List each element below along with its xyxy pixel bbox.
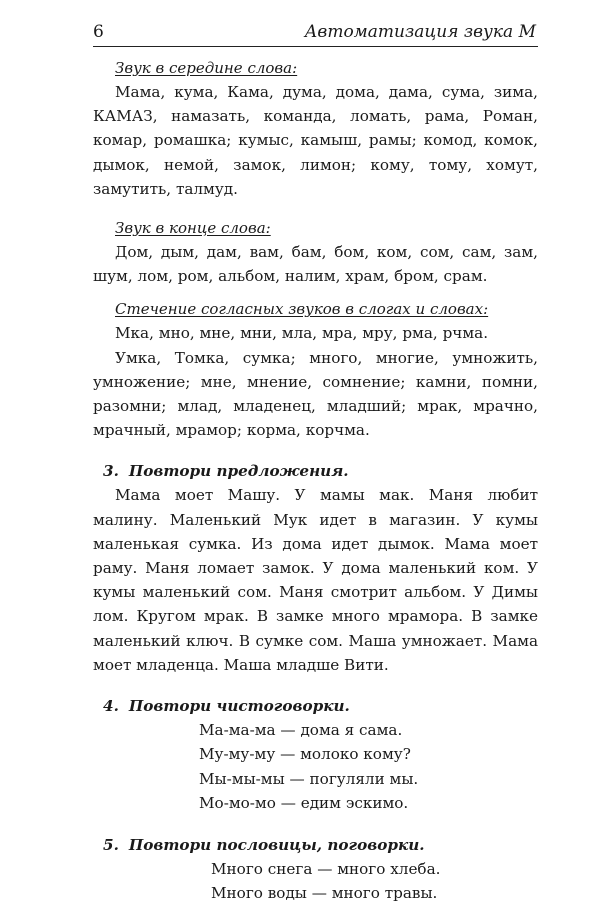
tongue-twister-line: Мы-мы-мы — погуляли мы.	[199, 769, 419, 788]
proverb-line: Много снега — много хлеба.	[211, 859, 441, 878]
section-5-title: Повтори пословицы, поговорки.	[128, 835, 425, 854]
end-section	[93, 216, 538, 288]
end-words: Дом, дым, дам, вам, бам, бом, ком, сом, сам, зам, шум, лом, ром, альбом, налим, храм, бром, срам.	[93, 243, 538, 286]
tongue-twister-line: Мо-мо-мо — едим эскимо.	[199, 794, 409, 813]
clusters-words: Умка, Томка, сумка; много, многие, умножить, умножение; мне, мнение, сомнение; камни, помни, разомни; млад, младенец, младший; мрак, мрачно, мрачный, мрамор; корма, корчма.	[93, 348, 538, 440]
running-header	[93, 20, 538, 47]
middle-section	[93, 56, 538, 201]
section-5-number: 5.	[103, 835, 119, 854]
tongue-twister-line: Му-му-му — молоко кому?	[199, 745, 411, 764]
proverb-line: Много воды — много травы.	[211, 884, 438, 903]
section-4-heading	[93, 694, 538, 718]
section-3-text: Мама моет Машу. У мамы мак. Маня любит малину. Маленький Мук идет в магазин. У кумы маленькая сумка. Из дома идет дымок. Мама моет раму. Маня ломает замок. У дома маленький ком. У кумы маленький сом. Маня смотрит альбом. У Димы лом. Кругом мрак. В замке много мрамора. В замке маленький ключ. В сумке сом. Маша умножает. Мама моет младенца. Маша младше Вити.	[93, 486, 538, 674]
clusters-syllables: Мка, мно, мне, мни, мла, мра, мру, рма, рчма.	[115, 324, 489, 343]
section-4	[93, 694, 538, 816]
end-heading: Звук в конце слова:	[115, 219, 271, 238]
section-3-number: 3.	[103, 462, 119, 481]
page-content	[93, 56, 538, 906]
middle-words: Мама, кума, Кама, дума, дома, дама, сума, зима, КАМАЗ, намазать, команда, ломать, рама, Роман, комар, ромашка; кумыс, камыш, рамы; комод, комок, дымок, немой, замок, лимон; кому, тому, хомут, замутить, талмуд.	[93, 83, 538, 198]
section-3	[93, 459, 538, 677]
section-3-heading	[93, 459, 538, 483]
section-3-title: Повтори предложения.	[128, 462, 349, 481]
clusters-section	[93, 297, 538, 442]
section-4-number: 4.	[103, 697, 119, 716]
section-5	[93, 833, 538, 906]
page-number: 6	[93, 22, 104, 42]
section-4-title: Повтори чистоговорки.	[128, 697, 350, 716]
tongue-twister-line: Ма-ма-ма — дома я сама.	[199, 721, 403, 740]
running-title: Автоматизация звука М	[304, 22, 536, 42]
section-5-heading	[93, 833, 538, 857]
middle-heading: Звук в середине слова:	[115, 59, 298, 77]
clusters-heading: Стечение согласных звуков в слогах и словах:	[115, 300, 489, 319]
